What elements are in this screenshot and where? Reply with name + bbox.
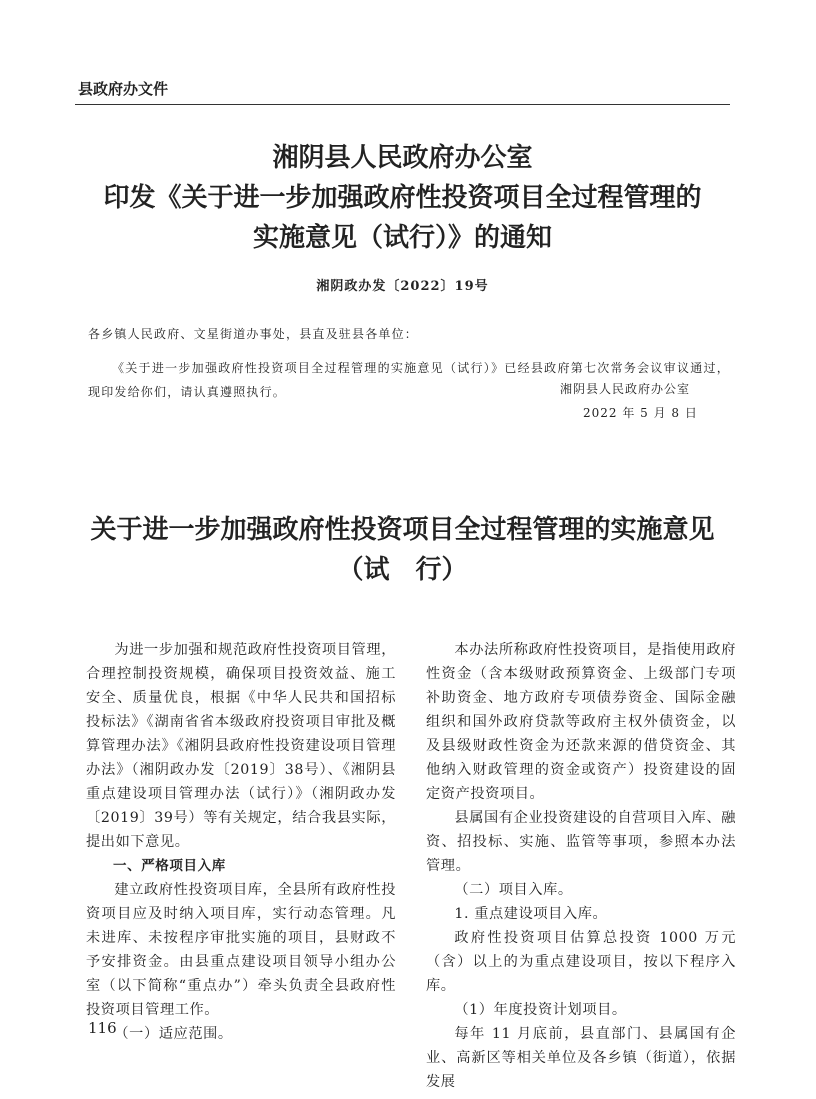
opinion-title bbox=[75, 510, 730, 590]
opinion-title-line: （试 行） bbox=[337, 555, 468, 585]
paragraph: （二）项目入库。 bbox=[454, 882, 573, 898]
paragraph: 建立政府性投资项目库，全县所有政府性投资项目应及时纳入项目库，实行动态管理。凡未进库、未按程序审批实施的项目，县财政不予安排资金。由县重点建设项目领导小组办公室（以下简称“重点办”）牵头负责全县政府性投资项目管理工作。 bbox=[86, 882, 396, 1018]
paragraph: 为进一步加强和规范政府性投资项目管理，合理控制投资规模，确保项目投资效益、施工安全、质量优良，根据《中华人民共和国招标投标法》《湖南省省本级政府投资项目审批及概算管理办法》《湘阴县政府性投资建设项目管理办法》（湘阴政办发〔2019〕38号）、《湘阴县重点建设项目管理办法（试行）》（湘阴政办发〔2019〕39号）等有关规定，结合我县实际，提出如下意见。 bbox=[86, 642, 396, 850]
left-column bbox=[86, 638, 396, 1046]
paragraph: 县属国有企业投资建设的自营项目入库、融资、招投标、实施、监管等事项，参照本办法管理。 bbox=[426, 810, 736, 874]
paragraph: （一）适应范围。 bbox=[114, 1026, 233, 1042]
notice-title-line: 实施意见（试行）》的通知 bbox=[252, 223, 552, 253]
notice-title bbox=[75, 138, 730, 258]
paragraph: 政府性投资项目估算总投资 1000 万元（含）以上的为重点建设项目，按以下程序入库。 bbox=[426, 930, 736, 994]
notice-title-line: 印发《关于进一步加强政府性投资项目全过程管理的 bbox=[103, 183, 702, 213]
section-header: 县政府办文件 bbox=[78, 80, 169, 98]
opinion-title-line: 关于进一步加强政府性投资项目全过程管理的实施意见 bbox=[90, 515, 715, 545]
addressee: 各乡镇人民政府、文星街道办事处，县直及驻县各单位： bbox=[88, 327, 419, 341]
paragraph: 每年 11 月底前，县直部门、县属国有企业、高新区等相关单位及各乡镇（街道），依据发展 bbox=[426, 1026, 736, 1090]
notice-title-line: 湘阴县人民政府办公室 bbox=[272, 143, 533, 173]
paragraph: 1. 重点建设项目入库。 bbox=[454, 906, 608, 922]
header-divider bbox=[75, 104, 730, 105]
page-number: 116 bbox=[88, 1019, 117, 1037]
section-heading: 一、严格项目入库 bbox=[113, 858, 226, 874]
notice-body: 《关于进一步加强政府性投资项目全过程管理的实施意见（试行）》已经县政府第七次常务会议审议通过，现印发给你们，请认真遵照执行。 bbox=[88, 361, 730, 399]
document-number: 湘阴政办发〔2022〕19号 bbox=[316, 279, 489, 294]
paragraph: （1）年度投资计划项目。 bbox=[454, 1002, 627, 1018]
right-column bbox=[426, 638, 736, 1094]
signer: 湘阴县人民政府办公室 bbox=[560, 382, 691, 396]
paragraph: 本办法所称政府性投资项目，是指使用政府性资金（含本级财政预算资金、上级部门专项补助资金、地方政府专项债券资金、国际金融组织和国外政府贷款等政府主权外债资金，以及县级财政性资金为还款来源的借贷资金、其他纳入财政管理的资金或资产）投资建设的固定资产投资项目。 bbox=[426, 642, 736, 802]
notice-date: 2022 年 5 月 8 日 bbox=[583, 406, 698, 420]
